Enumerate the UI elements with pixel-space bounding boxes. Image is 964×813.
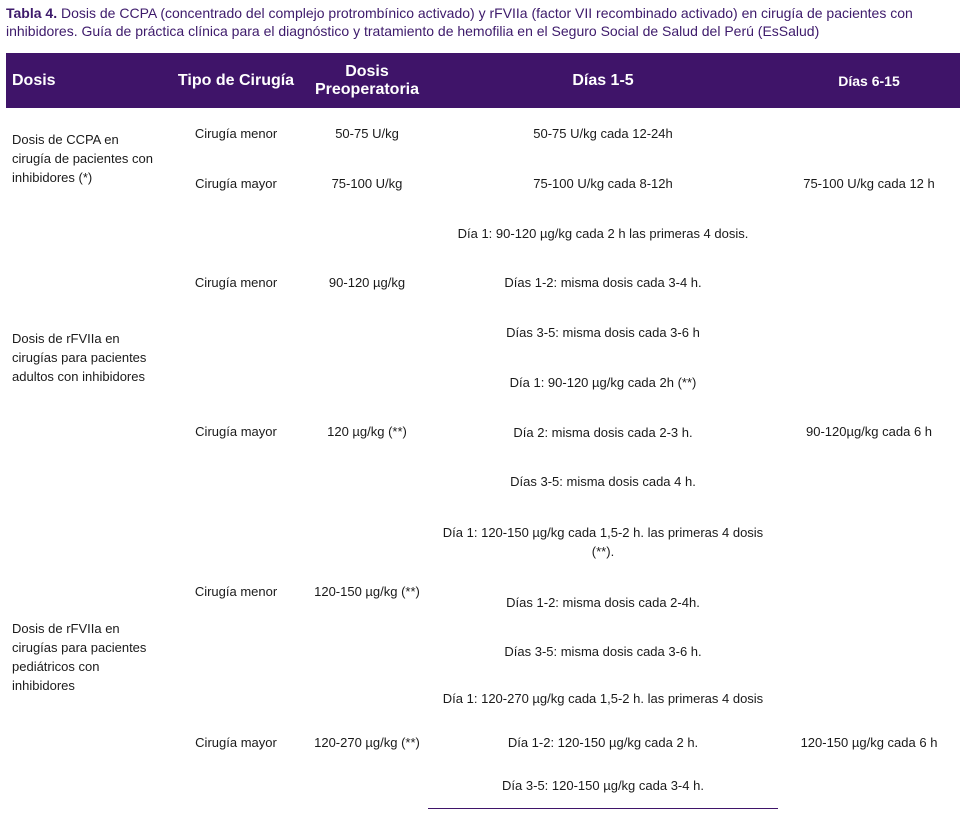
dosage-table bbox=[6, 53, 960, 809]
table-row bbox=[6, 208, 960, 258]
days-6-15-cell bbox=[778, 208, 960, 357]
header-surgery-type: Tipo de Cirugía bbox=[166, 53, 306, 108]
header-dose: Dosis bbox=[6, 53, 166, 108]
days-1-5-cell: Días 1-2: misma dosis cada 2-4h. bbox=[506, 595, 700, 610]
days-1-5-cell: Día 1: 90-120 µg/kg cada 2h (**) bbox=[509, 374, 697, 390]
caption-text: Dosis de CCPA (concentrado del complejo protrombínico activado) y rFVIIa (factor VII recombinado activado) en cirugía de pacientes con inhibidores. Guía de práctica clínica para el diagnóstico y tratamiento de hemofilia en el Seguro Social de Salud del Perú (EsSalud) bbox=[6, 5, 913, 39]
surgery-cell: Cirugía mayor bbox=[195, 734, 277, 750]
surgery-cell: Cirugía menor bbox=[194, 583, 278, 599]
surgery-cell: Cirugía menor bbox=[194, 275, 278, 290]
preop-cell: 120-150 µg/kg (**) bbox=[314, 583, 420, 599]
days-1-5-cell: Día 3-5: 120-150 µg/kg cada 3-4 h. bbox=[428, 764, 778, 808]
preop-cell: 75-100 U/kg bbox=[331, 175, 403, 191]
preop-cell: 120-270 µg/kg (**) bbox=[314, 734, 420, 750]
caption-label: Tabla 4. bbox=[6, 5, 58, 21]
header-days-1-5: Días 1-5 bbox=[428, 53, 778, 108]
dose-cell-ccpa: Dosis de CCPA en cirugía de pacientes con inhibidores (*) bbox=[12, 131, 153, 185]
preop-cell: 90-120 µg/kg bbox=[328, 275, 406, 290]
days-1-5-cell: Día 2: misma dosis cada 2-3 h. bbox=[513, 424, 693, 440]
preop-cell: 50-75 U/kg bbox=[335, 125, 399, 141]
days-1-5-cell bbox=[428, 506, 778, 578]
header-days-6-15: Días 6-15 bbox=[778, 53, 960, 108]
days-6-15-cell bbox=[778, 108, 960, 158]
table-row bbox=[6, 506, 960, 578]
days-1-5-cell: 75-100 U/kg cada 8-12h bbox=[533, 175, 673, 191]
days-6-15-cell: 90-120µg/kg cada 6 h bbox=[805, 424, 933, 439]
days-1-5-cell: Día 1-2: 120-150 µg/kg cada 2 h. bbox=[507, 734, 699, 750]
days-1-5-cell: Días 3-5: misma dosis cada 4 h. bbox=[510, 474, 696, 489]
days-1-5-text: Día 1: 120-150 µg/kg cada 1,5-2 h. las primeras 4 dosis (**). bbox=[442, 525, 764, 559]
table-row bbox=[6, 108, 960, 158]
days-6-15-cell: 120-150 µg/kg cada 6 h bbox=[800, 734, 938, 750]
days-6-15-cell: 75-100 U/kg cada 12 h bbox=[803, 175, 935, 191]
surgery-cell: Cirugía menor bbox=[194, 125, 278, 141]
dose-cell-rfviia-adults: Dosis de rFVIIa en cirugías para pacientes adultos con inhibidores bbox=[12, 330, 147, 384]
surgery-cell: Cirugía mayor bbox=[195, 175, 277, 191]
days-1-5-cell: Día 1: 90-120 µg/kg cada 2 h las primeras 4 dosis. bbox=[457, 225, 749, 241]
days-1-5-cell: Días 1-2: misma dosis cada 3-4 h. bbox=[504, 275, 702, 290]
days-6-15-cell bbox=[778, 506, 960, 676]
surgery-cell: Cirugía mayor bbox=[195, 424, 277, 439]
days-1-5-cell: Días 3-5: misma dosis cada 3-6 h. bbox=[504, 644, 702, 659]
days-1-5-cell: Día 1: 120-270 µg/kg cada 1,5-2 h. las primeras 4 dosis bbox=[442, 690, 764, 706]
days-1-5-cell: Días 3-5: misma dosis cada 3-6 h bbox=[506, 324, 700, 340]
table-caption bbox=[6, 4, 956, 40]
header-preop: Dosis Preoperatoria bbox=[306, 53, 428, 108]
days-1-5-cell: 50-75 U/kg cada 12-24h bbox=[533, 125, 673, 141]
preop-cell: 120 µg/kg (**) bbox=[327, 424, 407, 439]
dose-cell-rfviia-pediatric: Dosis de rFVIIa en cirugías para pacientes pediátricos con inhibidores bbox=[12, 621, 147, 693]
table-header-row bbox=[6, 53, 960, 108]
